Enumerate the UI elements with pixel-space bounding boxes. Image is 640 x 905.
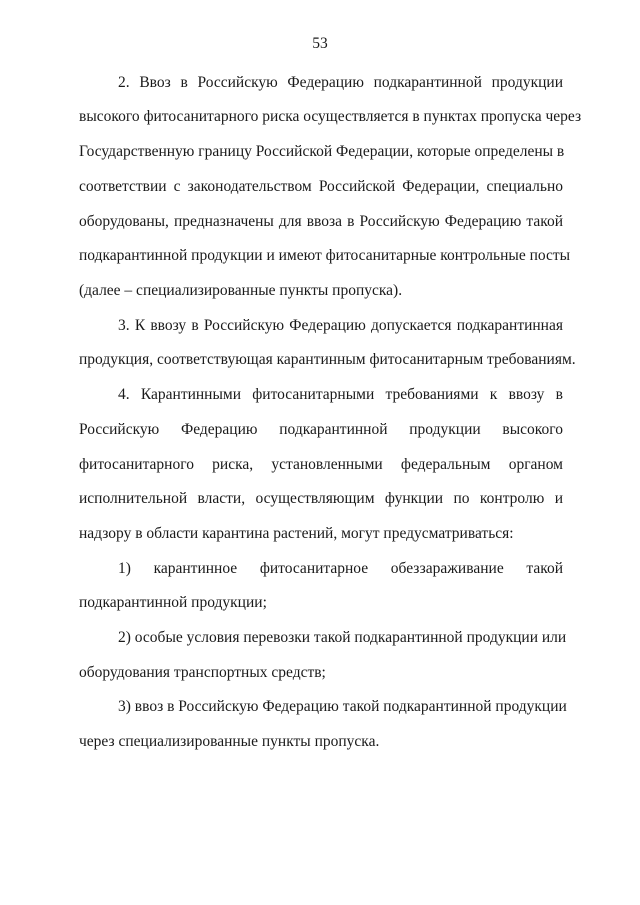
list-item-1-line-2: подкарантинной продукции;: [79, 594, 267, 611]
paragraph-4-line-1: 4. Карантинными фитосанитарными требованиями к ввозу в: [118, 386, 563, 403]
paragraph-2-line-1: 2. Ввоз в Российскую Федерацию подкарантинной продукции: [118, 74, 563, 91]
list-item-2-line-2: оборудования транспортных средств;: [79, 664, 326, 681]
paragraph-4-line-2: Российскую Федерацию подкарантинной продукции высокого: [79, 421, 563, 438]
paragraph-2-line-3: Государственную границу Российской Федерации, которые определены в: [79, 143, 565, 160]
paragraph-3-line-2: продукция, соответствующая карантинным фитосанитарным требованиям.: [79, 351, 576, 368]
paragraph-4-line-3: фитосанитарного риска, установленными федеральным органом: [79, 456, 563, 473]
paragraph-2-line-7: (далее – специализированные пункты пропуска).: [79, 282, 403, 299]
paragraph-4-line-4: исполнительной власти, осуществляющим функции по контролю и: [79, 490, 563, 507]
paragraph-2-line-4: соответствии с законодательством Российской Федерации, специально: [79, 178, 563, 195]
paragraph-3-line-1: 3. К ввозу в Российскую Федерацию допускается подкарантинная: [118, 317, 563, 334]
paragraph-2-line-5: оборудованы, предназначены для ввоза в Российскую Федерацию такой: [79, 213, 563, 230]
list-item-3-line-1: 3) ввоз в Российскую Федерацию такой подкарантинной продукции: [118, 698, 567, 715]
page-number: 53: [312, 35, 328, 52]
paragraph-2-line-6: подкарантинной продукции и имеют фитосанитарные контрольные посты: [79, 247, 571, 264]
list-item-3-line-2: через специализированные пункты пропуска.: [79, 733, 380, 750]
paragraph-4-line-5: надзору в области карантина растений, могут предусматриваться:: [79, 525, 514, 542]
paragraph-2-line-2: высокого фитосанитарного риска осуществляется в пунктах пропуска через: [79, 108, 582, 125]
list-item-2-line-1: 2) особые условия перевозки такой подкарантинной продукции или: [118, 629, 567, 646]
list-item-1-line-1: 1) карантинное фитосанитарное обеззараживание такой: [118, 560, 563, 577]
